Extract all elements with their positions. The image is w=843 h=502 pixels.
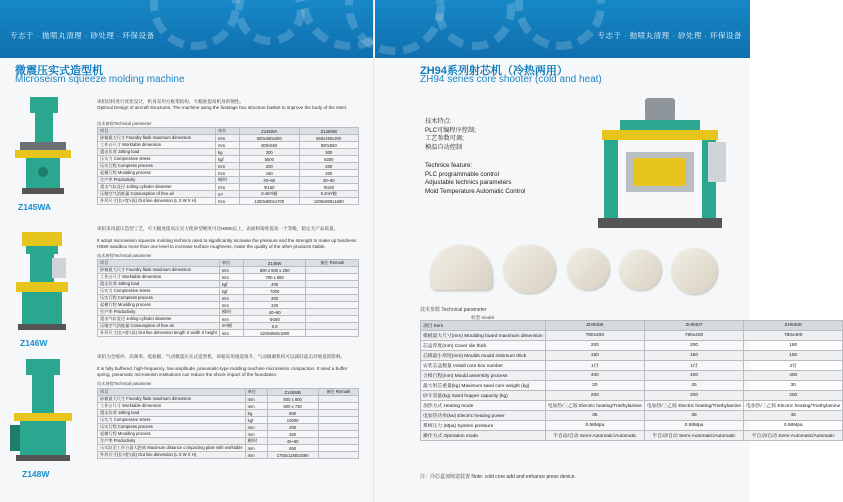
table-cell: 模/时 bbox=[216, 177, 240, 184]
gear-decoration-icon bbox=[435, 0, 515, 50]
table-cell: 系统压力 (Mpa) System pressure bbox=[421, 421, 546, 431]
table-row bbox=[98, 142, 359, 149]
feature-line: 技术特点: bbox=[425, 118, 452, 125]
table-header-cell: Z146W bbox=[243, 260, 306, 267]
table-cell: Φ150 bbox=[299, 184, 359, 191]
table-cell: 起模行程 Moulding process bbox=[98, 431, 246, 438]
machine-label: Z145WA bbox=[18, 202, 52, 212]
table-cell: 800x550 bbox=[240, 142, 300, 149]
table-cell: 700 x 650 bbox=[243, 274, 306, 281]
table-cell bbox=[318, 445, 358, 452]
table-cell: 7000 bbox=[243, 288, 306, 295]
table-cell: 25 bbox=[644, 381, 743, 391]
table-row bbox=[98, 417, 359, 424]
table-row bbox=[98, 424, 359, 431]
table-cell: mm bbox=[245, 445, 267, 452]
table-cell: mm bbox=[245, 396, 267, 403]
core-shooter-spec-table bbox=[420, 320, 843, 441]
table-cell: 10000 bbox=[267, 417, 318, 424]
z145-spec-table bbox=[97, 127, 359, 205]
table-cell: kgf bbox=[219, 288, 243, 295]
table-cell: mm bbox=[219, 330, 243, 337]
table-cell: 0.4m³/模 bbox=[299, 191, 359, 198]
table-cell: mm bbox=[219, 295, 243, 302]
table-cell: 外形尺寸(长×宽×高) Out line dimension (L X W X H) bbox=[98, 452, 246, 459]
table-cell: 震击气缸直径 Jolting cylinder diameter bbox=[98, 184, 216, 191]
table-cell: 0.58Mpa bbox=[545, 421, 644, 431]
table-header-row bbox=[98, 128, 359, 135]
table-cell: 400 bbox=[545, 371, 644, 381]
table-cell bbox=[306, 330, 359, 337]
table-cell: mm bbox=[245, 431, 267, 438]
table-cell: 20 bbox=[545, 381, 644, 391]
z148-table-caption: 技术参数Technical parameter bbox=[97, 381, 152, 386]
gear-decoration-icon bbox=[150, 0, 240, 50]
table-header-cell: 单位 bbox=[219, 260, 243, 267]
table-cell bbox=[306, 302, 359, 309]
table-cell: 40~60 bbox=[267, 438, 318, 445]
table-cell: 震击负荷 Jolting load bbox=[98, 149, 216, 156]
feature-line: PLC programmable control bbox=[425, 170, 499, 178]
table-header-cell: 项目 Item bbox=[421, 321, 546, 331]
right-table-caption: 技术参数 Technical parameter bbox=[420, 307, 487, 313]
table-header-cell: Z148WB bbox=[267, 389, 318, 396]
table-cell: 操作方式 Operation mode bbox=[421, 431, 546, 441]
table-cell: kgf bbox=[216, 156, 240, 163]
table-row bbox=[421, 361, 843, 371]
table-cell: 200 bbox=[644, 341, 743, 351]
core-shooter-machine-image bbox=[590, 92, 730, 237]
table-cell bbox=[318, 410, 358, 417]
table-cell: 1100x850x1800 bbox=[243, 330, 306, 337]
table-cell: m³ bbox=[216, 191, 240, 198]
table-cell: 安装芯盒数量 Install core box number bbox=[421, 361, 546, 371]
table-header-cell: 单位 bbox=[245, 389, 267, 396]
sample-core-image bbox=[430, 245, 492, 290]
table-cell: 半自动/自动 Semi-Automatic/Automatic bbox=[744, 431, 843, 441]
table-row bbox=[98, 156, 359, 163]
features-cn bbox=[425, 118, 476, 152]
table-cell: 30 bbox=[744, 381, 843, 391]
table-row bbox=[98, 330, 359, 337]
table-cell: 45 bbox=[744, 411, 843, 421]
table-cell bbox=[306, 281, 359, 288]
table-cell: 芯模最小厚度(mm) Moulds mould minimum thick bbox=[421, 351, 546, 361]
table-cell: kgf bbox=[245, 417, 267, 424]
table-cell: 电加热/三乙胺 Electric heating/Triethylamine bbox=[644, 401, 743, 411]
table-cell: 400 bbox=[644, 371, 743, 381]
table-header-cell: 单位 bbox=[216, 128, 240, 135]
table-cell: 650 bbox=[267, 445, 318, 452]
feature-line: 模温自动控制 bbox=[425, 143, 463, 151]
table-row bbox=[421, 391, 843, 401]
table-cell: 35 bbox=[545, 411, 644, 421]
table-cell: 生产率 Productivity bbox=[98, 177, 216, 184]
z148-spec-table bbox=[97, 388, 359, 459]
table-cell: 砂箱最大尺寸 Foundry flask maximum dimension bbox=[98, 135, 216, 142]
left-slogan: 专志于 · 抛喷丸清理 · 砂处理 · 环保设备 bbox=[10, 31, 155, 40]
table-header-cell: Z145WB bbox=[299, 128, 359, 135]
z145-table-caption: 技术参数Technical parameter bbox=[97, 121, 152, 126]
table-cell: 芯盒厚度(mm) Cover die thick bbox=[421, 341, 546, 351]
table-row bbox=[421, 421, 843, 431]
table-row bbox=[98, 198, 359, 205]
table-cell: 外形尺寸(长×宽×高) Out line dimension length X width X height bbox=[98, 330, 220, 337]
feature-line: 工艺参数可调; bbox=[425, 135, 464, 142]
table-cell: 0.58Mpa bbox=[644, 421, 743, 431]
page-title-cn: 微震压实式造型机 bbox=[15, 65, 103, 77]
table-cell: 加热方式 Heating mode bbox=[421, 401, 546, 411]
z145-description-cn: 该机结构进行优化设计，机身采用方框架结构，大幅度提高机身的钢性。 bbox=[97, 99, 245, 104]
sample-core-image bbox=[671, 248, 717, 294]
table-cell: 半自动/自动 Semi-Automatic/Automatic bbox=[545, 431, 644, 441]
table-cell: 工作台尺寸 Worktable dimension bbox=[98, 403, 246, 410]
table-cell: 550x450x200 bbox=[299, 135, 359, 142]
sample-core-image bbox=[567, 248, 609, 290]
table-cell bbox=[306, 267, 359, 274]
table-cell: 0.58Mpa bbox=[744, 421, 843, 431]
table-cell: 600 x 500 x 250 bbox=[243, 267, 306, 274]
sample-core-image bbox=[503, 245, 555, 293]
table-header-row bbox=[98, 389, 359, 396]
table-cell: 最大射芯重量(kg) Maximum sand core weight (kg) bbox=[421, 381, 546, 391]
table-cell: mm bbox=[219, 267, 243, 274]
table-cell: 1300x800x1700 bbox=[240, 198, 300, 205]
table-cell: 400 bbox=[243, 281, 306, 288]
table-cell: 1付 bbox=[545, 361, 644, 371]
table-row bbox=[98, 445, 359, 452]
table-cell: m³/模 bbox=[219, 323, 243, 330]
z145-description-en: Optimal Design of aircraft structures. The machine using the fuselage box structure basket to improve the body of the steel. bbox=[97, 105, 348, 110]
table-cell: 起模行程 Moulding process bbox=[98, 302, 220, 309]
right-header-model: 机型 model bbox=[471, 315, 494, 320]
table-row bbox=[98, 431, 359, 438]
table-cell: 1付 bbox=[644, 361, 743, 371]
feature-line: Adjustable technics parameters bbox=[425, 179, 512, 186]
table-cell: 工作台尺寸 Worktable dimension bbox=[98, 274, 220, 281]
table-cell: mm bbox=[216, 184, 240, 191]
table-cell: 200 bbox=[299, 163, 359, 170]
table-header-cell: ZH9408 bbox=[744, 321, 843, 331]
table-header-cell: ZH9407 bbox=[644, 321, 743, 331]
left-page bbox=[0, 0, 375, 502]
table-cell: 6300 bbox=[299, 156, 359, 163]
table-cell: 压实力 Compressive stress bbox=[98, 288, 220, 295]
table-cell: mm bbox=[219, 302, 243, 309]
table-cell: 模板最大尺寸(mm) Moulding board maximum dimension bbox=[421, 331, 546, 341]
table-row bbox=[98, 410, 359, 417]
machine-label: Z148W bbox=[22, 469, 50, 479]
table-cell: 250 bbox=[267, 431, 318, 438]
table-cell: 压实行程 Compress process bbox=[98, 295, 220, 302]
table-row bbox=[98, 323, 359, 330]
page-title-cn: ZH94系列射芯机（冷热两用） bbox=[420, 65, 568, 77]
table-row bbox=[421, 381, 843, 391]
table-cell: 200 bbox=[267, 424, 318, 431]
table-row bbox=[421, 331, 843, 341]
z146w-machine-image bbox=[8, 228, 76, 333]
left-header-band bbox=[0, 0, 375, 58]
table-cell bbox=[318, 424, 358, 431]
table-cell: 起模行程 Moulding process bbox=[98, 170, 216, 177]
table-cell: 300 bbox=[299, 149, 359, 156]
table-header-row bbox=[98, 260, 359, 267]
table-cell: 压实缸至工作台最大距离 Maximum distance compacting plate with worktable bbox=[98, 445, 246, 452]
table-cell: 压实力 Compressive stress bbox=[98, 417, 246, 424]
table-cell: 35 bbox=[644, 411, 743, 421]
table-cell: 40~60 bbox=[240, 177, 300, 184]
table-row bbox=[98, 438, 359, 445]
table-cell: 150 bbox=[644, 351, 743, 361]
table-cell: mm bbox=[245, 452, 267, 459]
table-cell: 压实行程 Compress process bbox=[98, 163, 216, 170]
table-cell: 900 x 730 bbox=[267, 403, 318, 410]
table-cell: 电加热功率(kw) Electric heating power bbox=[421, 411, 546, 421]
z146-table-caption: 技术参数Technical parameter bbox=[97, 253, 152, 258]
table-cell: 200 bbox=[240, 163, 300, 170]
table-cell: 300 bbox=[240, 149, 300, 156]
table-header-cell: ZH9406 bbox=[545, 321, 644, 331]
table-cell bbox=[318, 431, 358, 438]
page-title-en: ZH94 series core shooter (cold and heat) bbox=[420, 74, 602, 85]
table-cell: 1200x800x1680 bbox=[299, 198, 359, 205]
table-header-cell: 项目 bbox=[98, 260, 220, 267]
right-header-band bbox=[375, 0, 750, 58]
table-cell: 压实行程 Compress process bbox=[98, 424, 246, 431]
table-row bbox=[98, 288, 359, 295]
z146-description-en: It adopt microseism squeeze molding technics used to significantly increase the pressure and the strength to make up hardness HB90 sandbox more than one level to increase surface roughness, make the quality of the other products stable. bbox=[97, 238, 357, 249]
table-row bbox=[98, 309, 359, 316]
table-cell: 生产率 Productivity bbox=[98, 309, 220, 316]
table-cell: mm bbox=[216, 170, 240, 177]
table-cell: kgf bbox=[219, 281, 243, 288]
table-cell: 0.6 bbox=[243, 323, 306, 330]
table-cell: 压缩空气消耗量 Consumption of free air bbox=[98, 191, 216, 198]
table-cell: 180 bbox=[240, 170, 300, 177]
feature-line: PLC可编程序控制; bbox=[425, 126, 476, 134]
z148-description-en: It is fully buffered, high-frequency, low amplitude, pneumatic-type molding machine microseism compaction. It used a buffer spring, pneumatic microseism institutions can reduce the shock impact of the foundation. bbox=[97, 366, 348, 377]
table-row bbox=[98, 267, 359, 274]
table-cell: 震击气缸直径 Jolting cylinder diameter bbox=[98, 316, 220, 323]
table-cell: 40~60 bbox=[243, 309, 306, 316]
table-cell: Φ150 bbox=[240, 184, 300, 191]
table-cell: 780x400 bbox=[545, 331, 644, 341]
table-cell: 220 bbox=[243, 302, 306, 309]
feature-line: Technice feature: bbox=[425, 162, 473, 169]
table-cell: 200 bbox=[644, 391, 743, 401]
table-cell bbox=[318, 438, 358, 445]
table-cell bbox=[306, 323, 359, 330]
table-cell: 生产率 Productivity bbox=[98, 438, 246, 445]
sample-core-image bbox=[619, 250, 661, 290]
table-row bbox=[98, 302, 359, 309]
table-row bbox=[98, 135, 359, 142]
table-cell: 150 bbox=[545, 351, 644, 361]
table-cell: 震击负荷 Jolting load bbox=[98, 410, 246, 417]
table-cell bbox=[306, 316, 359, 323]
table-cell: 合模行程(mm) Mould assembly process bbox=[421, 371, 546, 381]
table-cell: 砂斗容量(kg) Sand hopper capacity (kg) bbox=[421, 391, 546, 401]
table-cell: mm bbox=[216, 163, 240, 170]
table-cell: 1750x1180x2090 bbox=[267, 452, 318, 459]
table-cell: 压缩空气消耗量 Consumption of free air bbox=[98, 323, 220, 330]
table-cell: 200 bbox=[299, 170, 359, 177]
table-cell: 800x550 bbox=[299, 142, 359, 149]
table-cell: 模/时 bbox=[219, 309, 243, 316]
table-cell bbox=[306, 288, 359, 295]
table-row bbox=[98, 396, 359, 403]
table-row bbox=[421, 431, 843, 441]
gear-decoration-icon bbox=[235, 0, 305, 45]
table-cell: 780x400 bbox=[744, 331, 843, 341]
table-row bbox=[98, 295, 359, 302]
table-cell: 工作台尺寸 Worktable dimension bbox=[98, 142, 216, 149]
table-row bbox=[98, 177, 359, 184]
table-header-cell: 备注 Remark bbox=[318, 389, 358, 396]
table-cell: 400 bbox=[744, 371, 843, 381]
table-cell: mm bbox=[216, 198, 240, 205]
table-cell: 半自动/自动 Semi-Automatic/Automatic bbox=[644, 431, 743, 441]
table-cell: Φ180 bbox=[243, 316, 306, 323]
table-cell: 压实力 Compressive stress bbox=[98, 156, 216, 163]
table-cell: mm bbox=[216, 135, 240, 142]
table-cell: 0.4m³/模 bbox=[240, 191, 300, 198]
table-row bbox=[98, 149, 359, 156]
table-cell: 模/时 bbox=[245, 438, 267, 445]
table-cell: 外形尺寸(长×宽×高) Out line dimension (L X W X H) bbox=[98, 198, 216, 205]
table-cell: 电加热/三乙胺 Electric heating/Triethylamine bbox=[545, 401, 644, 411]
table-row bbox=[421, 351, 843, 361]
table-cell bbox=[306, 274, 359, 281]
gear-decoration-icon bbox=[515, 0, 605, 50]
table-row bbox=[421, 401, 843, 411]
table-cell: 砂箱最大尺寸 Foundry flask maximum dimension bbox=[98, 396, 246, 403]
table-cell bbox=[318, 452, 358, 459]
table-header-cell: 项目 bbox=[98, 389, 246, 396]
table-cell: mm bbox=[216, 142, 240, 149]
machine-label: Z146W bbox=[20, 338, 48, 348]
table-cell: 150 bbox=[744, 351, 843, 361]
table-cell: 40~60 bbox=[299, 177, 359, 184]
table-cell: mm bbox=[219, 274, 243, 281]
table-note: 注：冷芯盒加铸造装置 Note: cold core add and enhance press device. bbox=[420, 474, 576, 480]
table-cell: mm bbox=[219, 316, 243, 323]
table-cell: 200 bbox=[243, 295, 306, 302]
features-en bbox=[425, 162, 525, 196]
table-cell bbox=[318, 417, 358, 424]
table-cell: 砂箱最大尺寸 Foundry flask maximum dimension bbox=[98, 267, 220, 274]
table-cell: 200 bbox=[545, 341, 644, 351]
table-row bbox=[98, 403, 359, 410]
table-row bbox=[421, 341, 843, 351]
table-cell bbox=[318, 396, 358, 403]
table-header-cell: 项目 bbox=[98, 128, 216, 135]
right-slogan: 专志于 · 抛喷丸清理 · 砂处理 · 环保设备 bbox=[597, 31, 742, 40]
table-cell: kg bbox=[245, 410, 267, 417]
table-cell: 200 bbox=[744, 391, 843, 401]
table-cell: 200 bbox=[545, 391, 644, 401]
table-header-cell: Z145WA bbox=[240, 128, 300, 135]
table-cell: kg bbox=[216, 149, 240, 156]
table-row bbox=[98, 184, 359, 191]
page-title-en: Microseism squeeze molding machine bbox=[15, 74, 185, 85]
table-cell: 电加热/三乙胺 Electric heating/Triethylamine bbox=[744, 401, 843, 411]
table-row bbox=[98, 170, 359, 177]
table-cell: 800 x 600 bbox=[267, 396, 318, 403]
table-cell: 震击负荷 Jolting load bbox=[98, 281, 220, 288]
table-cell: 180 bbox=[744, 341, 843, 351]
z148-description-cn: 该机为全缓冲，高频率、低振幅、气动微震压实式造型机，砂箱采用滚道推升，气动做紧机构可以减轻震击对地基的影响。 bbox=[97, 354, 346, 359]
table-cell: 500x450x200 bbox=[240, 135, 300, 142]
table-cell: 2付 bbox=[744, 361, 843, 371]
table-row bbox=[98, 316, 359, 323]
z146-spec-table bbox=[97, 259, 359, 337]
z146-description-cn: 该机采用震压造型工艺，可大幅度提高压实力使砂型硬度可达HB90以上，表面和铸度提高一个等级，稳定无产品质量。 bbox=[97, 226, 339, 231]
table-row bbox=[98, 274, 359, 281]
table-cell bbox=[306, 295, 359, 302]
table-cell: mm bbox=[245, 403, 267, 410]
z148w-machine-image bbox=[8, 355, 78, 465]
table-cell: 800 bbox=[267, 410, 318, 417]
table-cell: 5500 bbox=[240, 156, 300, 163]
table-row bbox=[421, 371, 843, 381]
right-page bbox=[375, 0, 841, 502]
table-row bbox=[98, 191, 359, 198]
table-cell bbox=[318, 403, 358, 410]
table-header-row bbox=[421, 321, 843, 331]
feature-line: Mold Temperature Automatic Control bbox=[425, 187, 526, 195]
table-row bbox=[421, 411, 843, 421]
table-header-cell: 备注 Remark bbox=[306, 260, 359, 267]
z145wa-machine-image bbox=[10, 92, 75, 197]
table-row bbox=[98, 281, 359, 288]
table-cell: mm bbox=[245, 424, 267, 431]
table-cell: 780x400 bbox=[644, 331, 743, 341]
table-row bbox=[98, 452, 359, 459]
table-row bbox=[98, 163, 359, 170]
table-cell bbox=[306, 309, 359, 316]
